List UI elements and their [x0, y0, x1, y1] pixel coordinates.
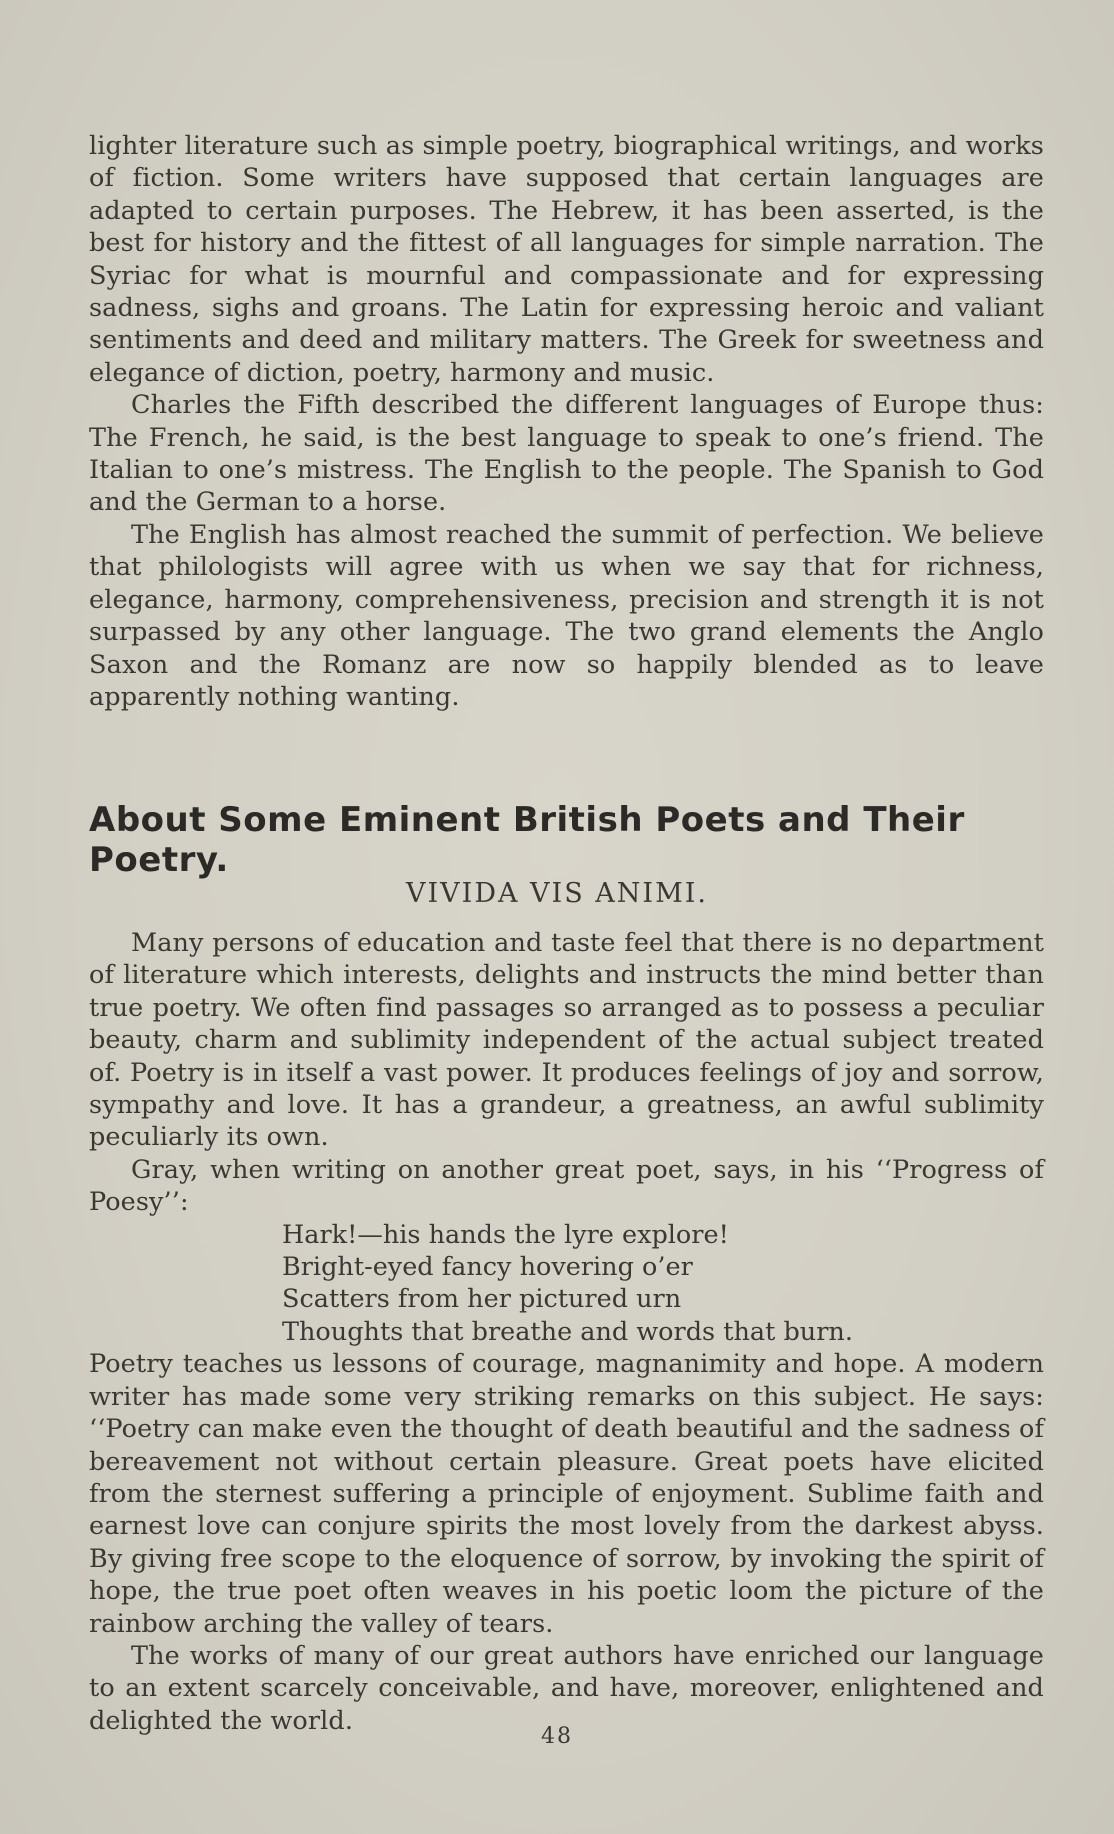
continued-section — [89, 130, 1044, 713]
verse-line: Bright-eyed fancy hovering o’er — [282, 1252, 693, 1283]
article-byline: VIVIDA VIS ANIMI. — [406, 878, 708, 909]
page-number: 48 — [541, 1724, 573, 1749]
article-title: About Some Eminent British Poets and Their Poetry. — [89, 800, 965, 880]
article-body — [89, 927, 1044, 1737]
paragraph-charles: Charles the Fifth described the different languages of Europe thus: The French, he said, is the best language to speak to one’s friend. The Italian to one’s mistress. The English to the people. The Spanish to God and the German to a horse. — [89, 390, 1044, 518]
paragraph-gray: Gray, when writing on another great poet, says, in his ‘‘Progress of Poesy’’: — [89, 1154, 1044, 1218]
poem-quote — [89, 1219, 1044, 1349]
paragraph-poetry: Many persons of education and taste feel that there is no department of literature which interests, delights and instructs the mind better than true poetry. We often find passages so arranged as to possess a peculiar beauty, charm and sublimity independent of the actual subject treated of. Poetry is in itself a vast power. It produces feelings of joy and sorrow, sympathy and love. It has a grandeur, a greatness, an awful sublimity peculiarly its own. — [89, 928, 1044, 1153]
verse-line: Thoughts that breathe and words that burn. — [282, 1316, 853, 1347]
paragraph-teaches: Poetry teaches us lessons of courage, magnanimity and hope. A modern writer has made some very striking remarks on this subject. He says: ‘‘Poetry can make even the thought of death beautiful and the sadness of bereavement not without certain pleasure. Great poets have elicited from the sternest suffering a principle of enjoyment. Sublime faith and earnest love can conjure spirits the most lovely from the darkest abyss. By giving free scope to the eloquence of sorrow, by invoking the spirit of hope, the true poet often weaves in his poetic loom the picture of the rainbow arching the valley of tears. — [89, 1349, 1044, 1639]
paragraph-works: The works of many of our great authors have enriched our language to an extent scarcely conceivable, and have, moreover, enlightened and delighted the world. — [89, 1640, 1044, 1736]
continued-paragraph: lighter literature such as simple poetry, biographical writings, and works of fiction. Some writers have supposed that certain languages are adapted to certain purposes. The Hebrew, it has been asserted, is the best for history and the fittest of all languages for simple narration. The Syriac for what is mournful and compassionate and for expressing sadness, sighs and groans. The Latin for expressing heroic and valiant sentiments and deed and military matters. The Greek for sweetness and elegance of diction, poetry, harmony and music. — [89, 131, 1044, 388]
paragraph-english: The English has almost reached the summit of perfection. We believe that philologists will agree with us when we say that for richness, elegance, harmony, comprehensiveness, precision and strength it is not surpassed by any other language. The two grand elements the Anglo Saxon and the Romanz are now so happily blended as to leave apparently nothing wanting. — [89, 519, 1044, 712]
verse-line: Scatters from her pictured urn — [282, 1284, 682, 1315]
verse-line: Hark!—his hands the lyre explore! — [282, 1219, 729, 1250]
